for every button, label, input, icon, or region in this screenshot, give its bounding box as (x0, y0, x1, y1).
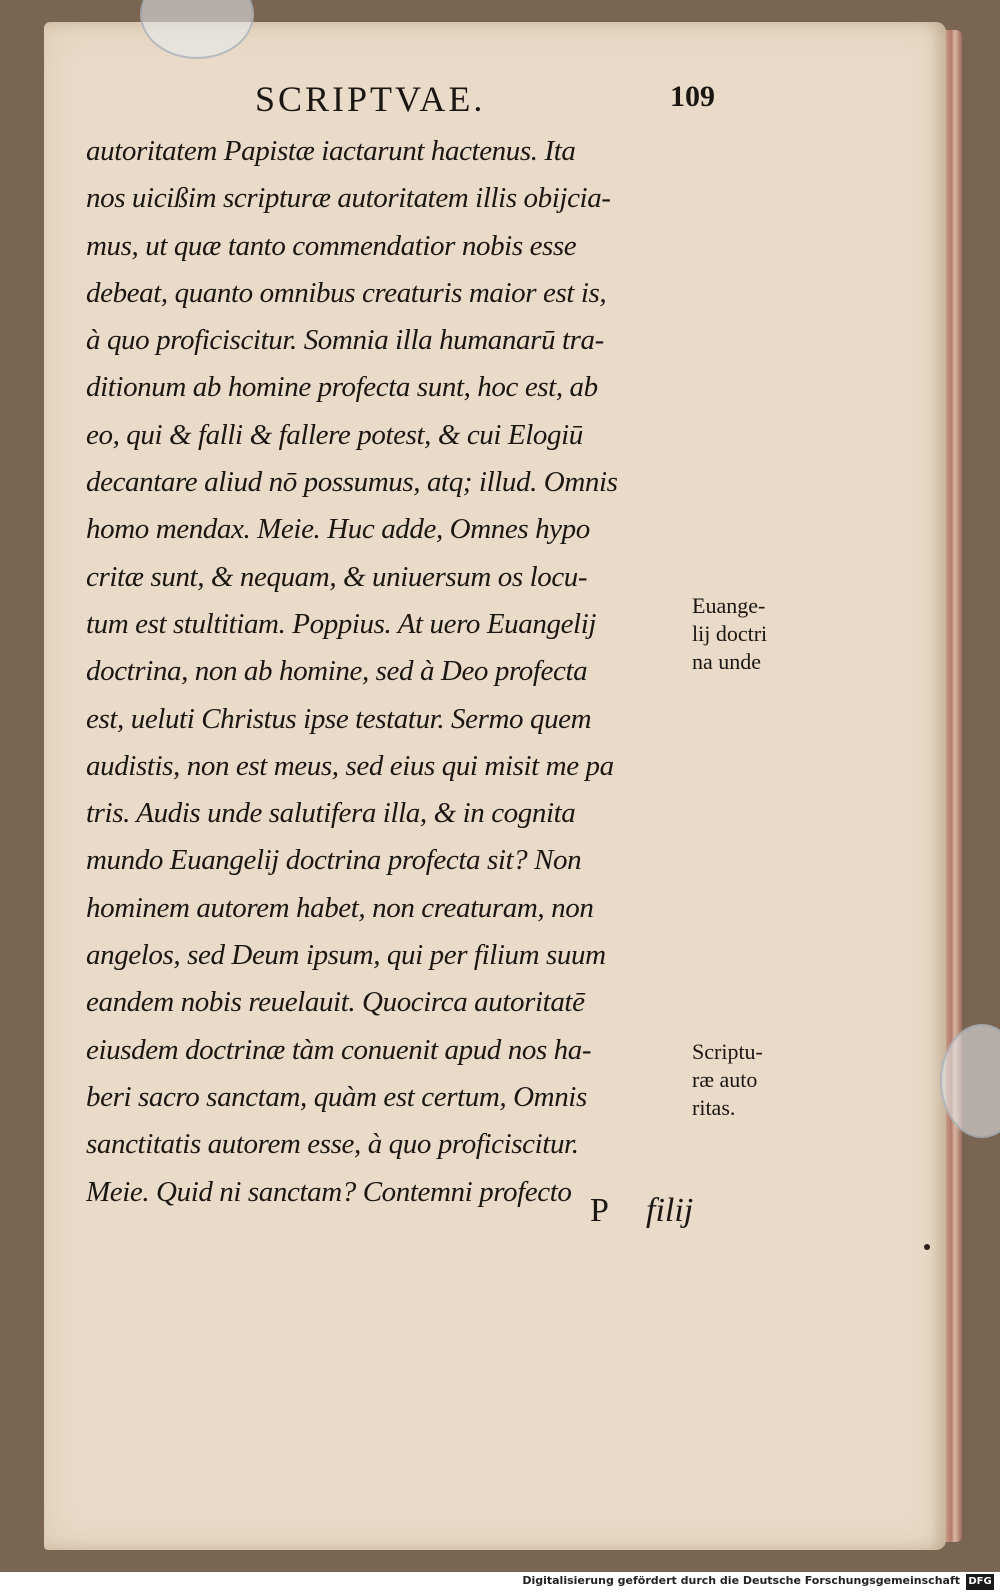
text-line: tum est stultitiam. Poppius. At uero Euangelij (86, 607, 597, 640)
text-line: debeat, quanto omnibus creaturis maior est is, (86, 276, 607, 309)
text-line: eiusdem doctrinæ tàm conuenit apud nos ha- (86, 1033, 592, 1066)
marginal-line: Scriptu- (692, 1039, 763, 1064)
text-line: audistis, non est meus, sed eius qui misit me pa (86, 749, 614, 782)
text-line: à quo proficiscitur. Somnia illa humanarū tra- (86, 324, 604, 357)
text-line: hominem autorem habet, non creaturam, non (86, 891, 594, 924)
marginal-line: lij doctri (692, 621, 768, 646)
text-line: mus, ut quæ tanto commendatior nobis esse (86, 229, 577, 262)
text-line: beri sacro sanctam, quàm est certum, Omnis (86, 1080, 587, 1113)
ink-speck (924, 1244, 930, 1250)
footer-bar (0, 1572, 1000, 1593)
marginal-note-scripturae (692, 1038, 802, 1122)
catchword-line (590, 1192, 700, 1242)
page-header (255, 78, 715, 122)
text-line: angelos, sed Deum ipsum, qui per filium suum (86, 939, 606, 972)
text-line: mundo Euangelij doctrina profecta sit? Non (86, 844, 582, 877)
marginal-line: Euange- (692, 593, 766, 618)
running-head: SCRIPTVAE. (255, 79, 486, 119)
catchword: filij (646, 1192, 694, 1229)
text-line: autoritatem Papistæ iactarunt hactenus. Ita (86, 135, 576, 167)
text-line: critæ sunt, & nequam, & uniuersum os locu- (86, 560, 588, 593)
text-line: nos uicißim scripturæ autoritatem illis obijcia- (86, 182, 611, 215)
page-edge (944, 30, 962, 1542)
page-number: 109 (670, 80, 715, 113)
text-line: est, ueluti Christus ipse testatur. Sermo quem (86, 702, 592, 735)
text-line: eo, qui & falli & fallere potest, & cui Elogiū (86, 418, 583, 451)
text-line: ditionum ab homine profecta sunt, hoc est, ab (86, 371, 598, 404)
dfg-logo-icon: DFG (966, 1574, 994, 1590)
text-line: doctrina, non ab homine, sed à Deo profecta (86, 655, 588, 688)
signature-mark: P (590, 1192, 609, 1229)
funding-credit: Digitalisierung gefördert durch die Deutsche Forschungsgemeinschaft (522, 1574, 960, 1587)
text-line: Meie. Quid ni sanctam? Contemni profecto (86, 1175, 572, 1208)
text-line: homo mendax. Meie. Huc adde, Omnes hypo (86, 513, 590, 546)
text-line: decantare aliud nō possumus, atq; illud. Omnis (86, 466, 618, 499)
text-line: sanctitatis autorem esse, à quo proficiscitur. (86, 1128, 579, 1161)
marginal-line: ræ auto (692, 1067, 758, 1092)
marginal-line: na unde (692, 649, 762, 674)
marginal-note-euangelij (692, 592, 802, 676)
body-text (86, 128, 686, 1216)
marginal-line: ritas. (692, 1095, 736, 1120)
text-line: eandem nobis reuelauit. Quocirca autoritatē (86, 986, 585, 1019)
text-line: tris. Audis unde salutifera illa, & in cognita (86, 797, 576, 830)
